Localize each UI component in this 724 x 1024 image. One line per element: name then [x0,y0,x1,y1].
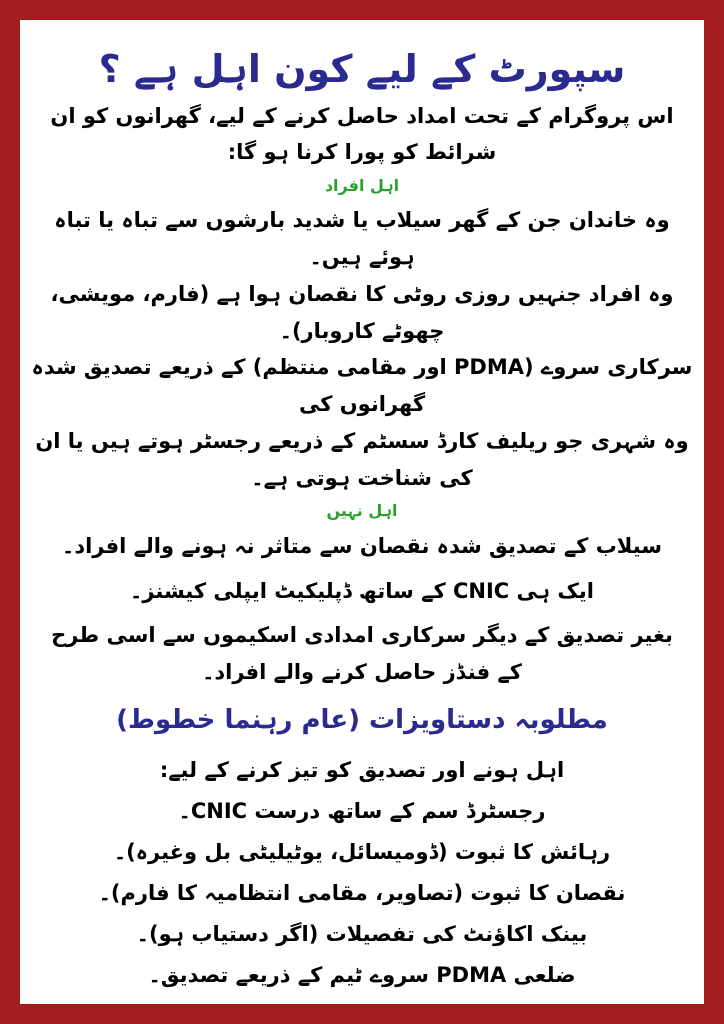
document-item: ضلعی PDMA سروے ٹیم کے ذریعے تصدیق۔ [148,962,576,987]
poster-frame [20,20,704,1004]
not-eligible-item: بغیر تصدیق کے دیگر سرکاری امدادی اسکیموں سے اسی طرح کے فنڈز حاصل کرنے والے افراد۔ [51,623,673,685]
intro-text: اس پروگرام کے تحت امداد حاصل کرنے کے لیے، گھرانوں کو ان شرائط کو پورا کرنا ہو گا: [50,104,674,164]
document-item: نقصان کا ثبوت (تصاویر، مقامی انتظامیہ کا فارم)۔ [98,880,626,905]
eligible-list [30,202,694,496]
document-item: رہائش کا ثبوت (ڈومیسائل، یوٹیلیٹی بل وغیرہ)۔ [113,839,611,864]
not-eligible-list [30,528,694,691]
not-eligible-item: سیلاب کے تصدیق شدہ نقصان سے متاثر نہ ہونے والے افراد۔ [62,533,662,558]
eligible-item: وہ شہری جو ریلیف کارڈ سسٹم کے ذریعے رجسٹر ہوتے ہیں یا ان کی شناخت ہوتی ہے۔ [35,428,689,490]
documents-list [30,750,694,996]
not-eligible-item: ایک ہی CNIC کے ساتھ ڈپلیکیٹ ایپلی کیشنز۔ [130,578,594,603]
document-body [20,44,704,995]
page-title: سپورٹ کے لیے کون اہل ہے ؟ [98,47,626,91]
eligible-item: وہ خاندان جن کے گھر سیلاب یا شدید بارشوں سے تباہ یا تباہ ہوئے ہیں۔ [54,208,670,270]
documents-intro: اہل ہونے اور تصدیق کو تیز کرنے کے لیے: [159,757,565,782]
document-item: بینک اکاؤنٹ کی تفصیلات (اگر دستیاب ہو)۔ [136,921,588,946]
documents-heading: مطلوبہ دستاویزات (عام رہنما خطوط) [116,704,608,735]
not-eligible-label: اہل نہیں [326,501,398,521]
eligible-label: اہل افراد [324,175,400,195]
document-item: رجسٹرڈ سم کے ساتھ درست CNIC۔ [178,798,546,823]
eligible-item: سرکاری سروے (PDMA اور مقامی منتظم) کے ذریعے تصدیق شدہ گھرانوں کی [31,355,693,417]
eligible-item: وہ افراد جنہیں روزی روٹی کا نقصان ہوا ہے (فارم، مویشی، چھوٹے کاروبار)۔ [50,281,674,343]
